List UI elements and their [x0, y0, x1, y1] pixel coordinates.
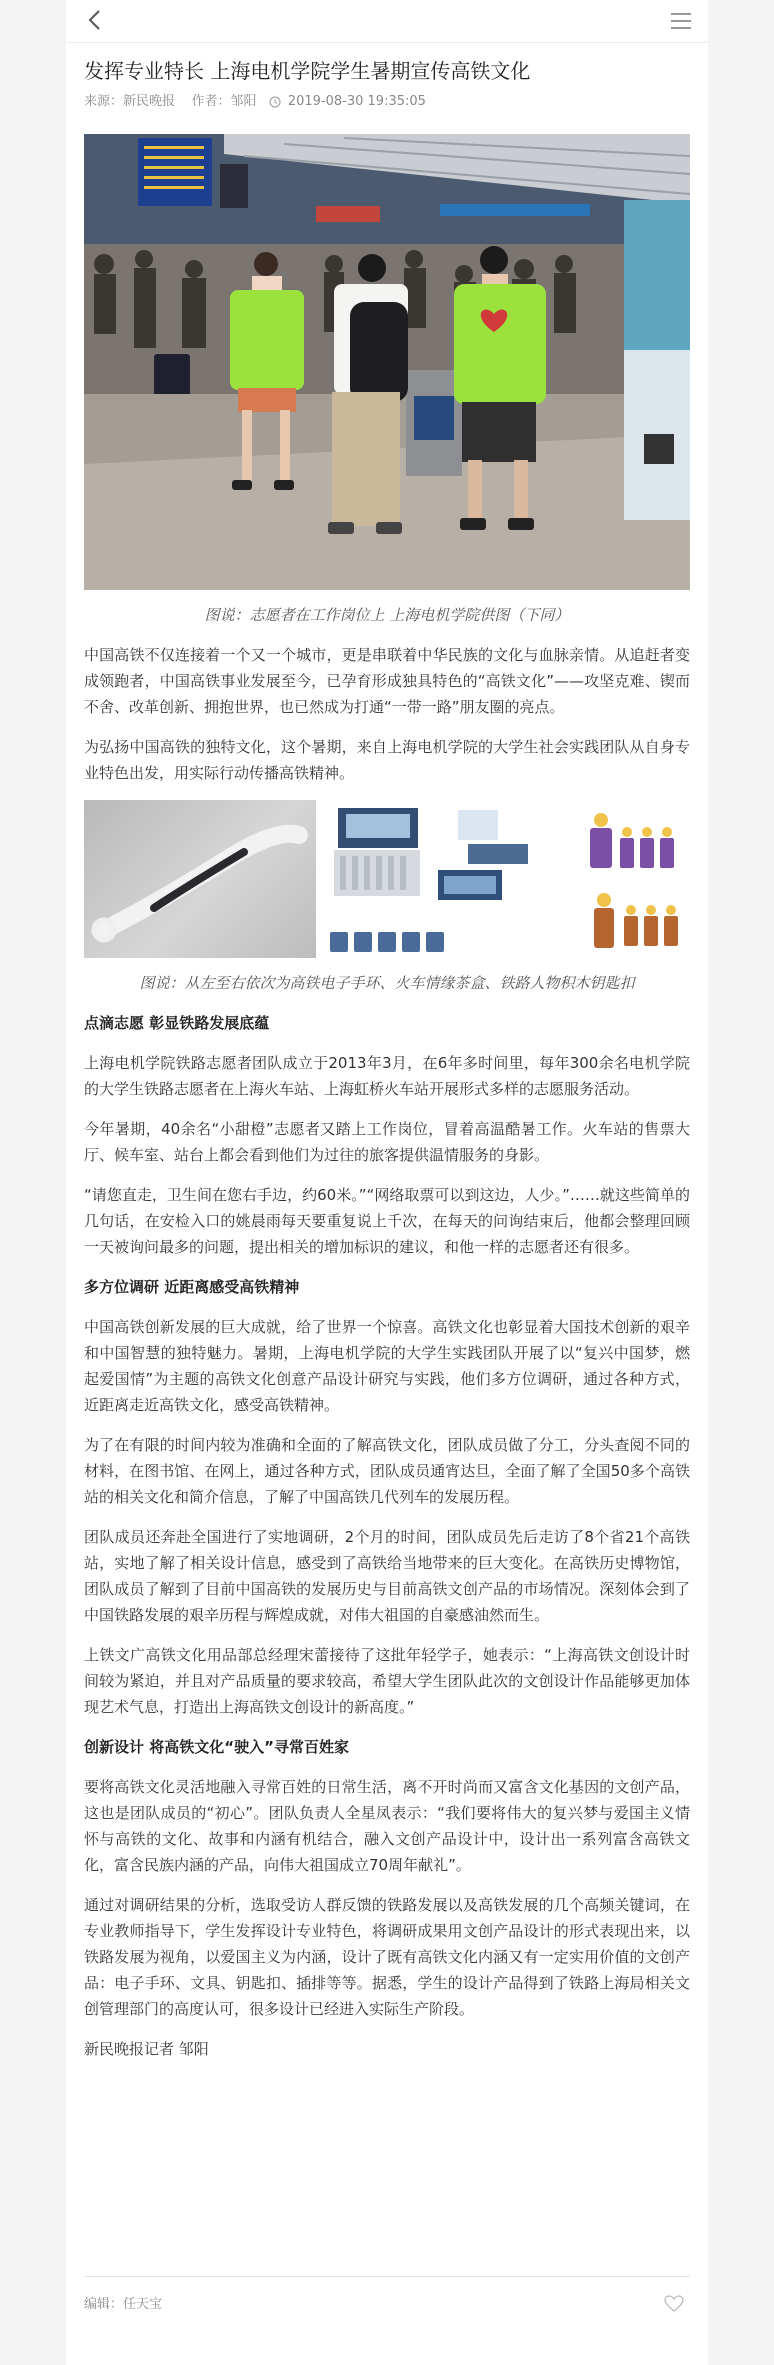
paragraph: 中国高铁不仅连接着一个又一个城市，更是串联着中华民族的文化与血脉亲情。从追赶者变成领跑者，中国高铁事业发展至今，已孕育形成独具特色的“高铁文化”——攻坚克难、锲而不舍、改革创新、拥抱世界，也已然成为打通“一带一路”朋友圈的亮点。	[84, 646, 690, 716]
clock-icon	[269, 96, 281, 108]
photo-caption: 图说：志愿者在工作岗位上 上海电机学院供图（下同）	[204, 606, 570, 624]
menu-button[interactable]	[668, 8, 694, 34]
back-button[interactable]	[82, 6, 110, 34]
tea-box-photo	[328, 800, 568, 958]
section-heading: 创新设计 将高铁文化“驶入”寻常百姓家	[84, 1738, 349, 1756]
reporter-line: 新民晚报记者 邹阳	[84, 2040, 209, 2058]
photo-caption: 图说：从左至右依次为高铁电子手环、火车情缘茶盒、铁路人物积木钥匙扣	[139, 974, 635, 992]
top-navigation-bar	[66, 0, 708, 43]
product-photos	[84, 800, 690, 958]
heart-icon	[664, 2295, 684, 2313]
paragraph: 为了在有限的时间内较为准确和全面的了解高铁文化，团队成员做了分工，分头查阅不同的材料，在图书馆、在网上，通过各种方式，团队成员通宵达旦，全面了解了全国50多个高铁站的相关文化和简介信息，了解了中国高铁几代列车的发展历程。	[84, 1436, 690, 1506]
paragraph: 要将高铁文化灵活地融入寻常百姓的日常生活，离不开时尚而又富含文化基因的文创产品，这也是团队成员的“初心”。团队负责人全星凤表示：“我们要将伟大的复兴梦与爱国主义情怀与高铁的文化、故事和内涵有机结合，融入文创产品设计中，设计出一系列富含高铁文化，富含民族内涵的产品，向伟大祖国成立70周年献礼”。	[84, 1778, 690, 1874]
paragraph: 团队成员还奔赴全国进行了实地调研，2个月的时间，团队成员先后走访了8个省21个高铁站，实地了解了相关设计信息，感受到了高铁给当地带来的巨大变化。在高铁历史博物馆，团队成员了解到了目前中国高铁的发展历史与目前高铁文创产品的市场情况。深刻体会到了中国铁路发展的艰辛历程与辉煌成就，对伟大祖国的自豪感油然而生。	[84, 1528, 690, 1624]
volunteer-photo	[84, 134, 690, 590]
section-heading: 多方位调研 近距离感受高铁精神	[84, 1278, 300, 1296]
keychain-illustration	[580, 800, 690, 958]
article-source: 来源：新民晚报	[84, 94, 176, 109]
article-meta	[84, 92, 690, 112]
paragraph: 上海电机学院铁路志愿者团队成立于2013年3月，在6年多时间里，每年300余名电机学院的大学生铁路志愿者在上海火车站、上海虹桥火车站开展形式多样的志愿服务活动。	[84, 1054, 690, 1098]
paragraph: “请您直走，卫生间在您右手边，约60米。”“网络取票可以到这边，人少。”……就这些简单的几句话，在安检入口的姚晨雨每天要重复说上千次，在每天的问询结束后，他都会整理回顾一天被询问最多的问题，提出相关的增加标识的建议，和他一样的志愿者还有很多。	[84, 1186, 690, 1256]
article-page	[66, 0, 708, 2365]
section-heading: 点滴志愿 彰显铁路发展底蕴	[84, 1014, 270, 1032]
chevron-left-icon	[82, 6, 110, 34]
paragraph: 中国高铁创新发展的巨大成就，给了世界一个惊喜。高铁文化也彰显着大国技术创新的艰辛和中国智慧的独特魅力。暑期，上海电机学院的大学生实践团队开展了以“复兴中国梦，燃起爱国情”为主题的高铁文化创意产品设计研究与实践，他们多方位调研，通过各种方式，近距离走近高铁文化，感受高铁精神。	[84, 1318, 690, 1414]
article-datetime: 2019-08-30 19:35:05	[287, 94, 426, 109]
keychain-photo	[580, 800, 690, 958]
article-body	[84, 50, 690, 2076]
hamburger-menu-icon	[668, 8, 694, 34]
like-button[interactable]	[664, 2295, 684, 2313]
paragraph: 为弘扬中国高铁的独特文化，这个暑期，来自上海电机学院的大学生社会实践团队从自身专业特色出发，用实际行动传播高铁精神。	[84, 738, 690, 782]
paragraph: 上铁文广高铁文化用品部总经理宋蕾接待了这批年轻学子，她表示：“上海高铁文创设计时间较为紧迫，并且对产品质量的要求较高，希望大学生团队此次的文创设计作品能够更加体现艺术气息，打造出上海高铁文创设计的新高度。”	[84, 1646, 690, 1716]
article-author: 作者：邹阳	[191, 94, 257, 109]
wristband-illustration	[84, 800, 316, 958]
wristband-photo	[84, 800, 316, 958]
article-footer	[84, 2276, 690, 2329]
editor-credit: 编辑：任天宝	[84, 2297, 163, 2312]
tea-box-illustration	[328, 800, 568, 958]
paragraph: 通过对调研结果的分析，选取受访人群反馈的铁路发展以及高铁发展的几个高频关键词，在专业教师指导下，学生发挥设计专业特色，将调研成果用文创产品设计的形式表现出来，以铁路发展为视角，以爱国主义为内涵，设计了既有高铁文化内涵又有一定实用价值的文创产品：电子手环、文具、钥匙扣、插排等等。据悉，学生的设计产品得到了铁路上海局相关文创管理部门的高度认可，很多设计已经进入实际生产阶段。	[84, 1896, 690, 2018]
article-title: 发挥专业特长 上海电机学院学生暑期宣传高铁文化	[84, 59, 531, 83]
station-illustration	[84, 134, 690, 590]
paragraph: 今年暑期，40余名“小甜橙”志愿者又踏上工作岗位，冒着高温酷暑工作。火车站的售票大厅、候车室、站台上都会看到他们为过往的旅客提供温情服务的身影。	[84, 1120, 690, 1164]
